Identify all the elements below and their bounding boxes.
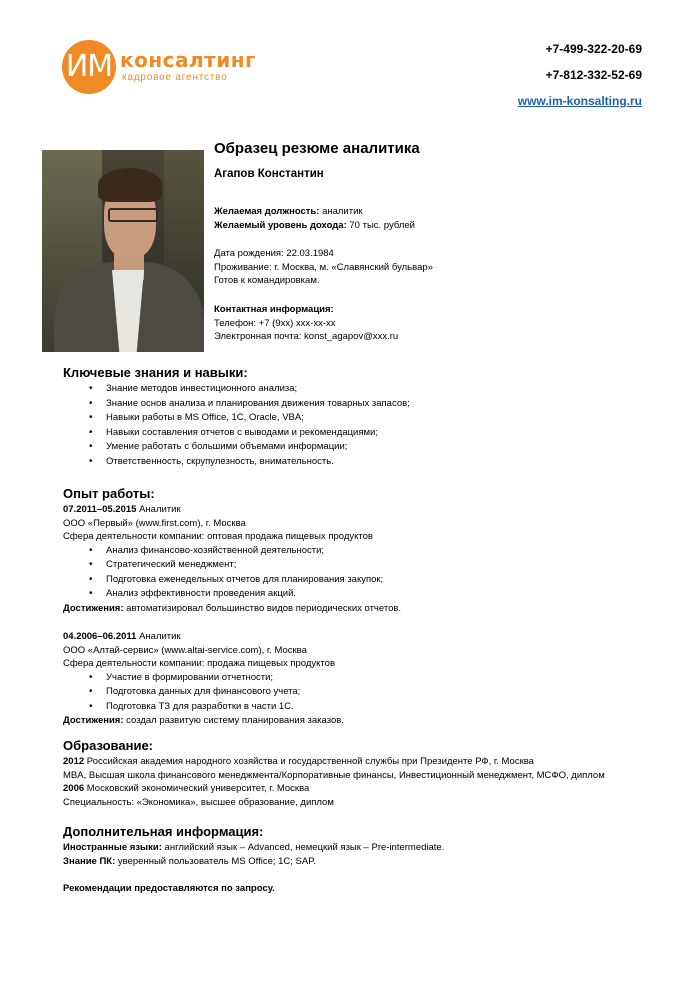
header-contacts bbox=[518, 42, 642, 120]
job-sphere: Сфера деятельности компании: продажа пищевых продуктов bbox=[63, 658, 336, 669]
job-period: 04.2006–06.2011 bbox=[63, 631, 137, 642]
edu-detail: MBA, Высшая школа финансового менеджмента/Корпоративные финансы, Инвестиционный менеджмент, МСФО, диплом bbox=[63, 769, 605, 781]
contact-info bbox=[214, 303, 398, 344]
travel-ready: Готов к командировкам. bbox=[214, 275, 320, 286]
skill-item: • Знание методов инвестиционного анализа; bbox=[89, 382, 660, 397]
duty-item: • Подготовка еженедельных отчетов для планирования закупок; bbox=[89, 573, 660, 588]
personal-details bbox=[214, 247, 433, 288]
logo-tagline: кадровое агентство bbox=[122, 72, 228, 83]
phone-spb: +7-812-332-52-69 bbox=[545, 68, 642, 82]
candidate-name: Агапов Константин bbox=[214, 168, 324, 180]
skill-item: • Навыки составления отчетов с выводами и рекомендациями; bbox=[89, 426, 660, 441]
achievement-label: Достижения: bbox=[63, 715, 124, 726]
experience-heading: Опыт работы: bbox=[63, 486, 155, 501]
duty-item: • Участие в формировании отчетности; bbox=[89, 671, 660, 686]
job-entry bbox=[63, 503, 660, 615]
duty-item: • Анализ эффективности проведения акций. bbox=[89, 587, 660, 602]
edu-institution: Московский экономический университет, г. Москва bbox=[84, 783, 310, 794]
education-heading: Образование: bbox=[63, 738, 154, 753]
birth-date: Дата рождения: 22.03.1984 bbox=[214, 248, 334, 259]
experience-section bbox=[63, 486, 660, 728]
phone-moscow: +7-499-322-20-69 bbox=[545, 42, 642, 56]
logo-name: консалтинг bbox=[120, 48, 257, 72]
job-role: Аналитик bbox=[136, 504, 181, 515]
duty-item: • Анализ финансово-хозяйственной деятельности; bbox=[89, 544, 660, 559]
edu-institution: Российская академия народного хозяйства и государственной службы при Президенте РФ, г. Москва bbox=[84, 756, 534, 767]
job-company: ООО «Алтай-сервис» (www.altai-service.com), г. Москва bbox=[63, 644, 307, 656]
edu-year: 2012 bbox=[63, 756, 85, 767]
achievement-value: создал развитую систему планирования заказов. bbox=[123, 715, 344, 726]
job-role: Аналитик bbox=[136, 631, 181, 642]
company-logo bbox=[62, 40, 257, 95]
languages-label: Иностранные языки: bbox=[63, 842, 162, 853]
job-entry bbox=[63, 630, 660, 728]
achievement-label: Достижения: bbox=[63, 602, 124, 614]
contact-phone: Телефон: +7 (9хх) ххх-хх-хх bbox=[214, 317, 336, 329]
duty-item: • Стратегический менеджмент; bbox=[89, 558, 660, 573]
duty-item: • Подготовка данных для финансового учета; bbox=[89, 685, 660, 700]
income-label: Желаемый уровень дохода: bbox=[214, 219, 347, 231]
job-sphere: Сфера деятельности компании: оптовая продажа пищевых продуктов bbox=[63, 531, 373, 542]
job-company: ООО «Первый» (www.first.com), г. Москва bbox=[63, 517, 246, 529]
skills-section bbox=[63, 365, 660, 469]
website-link[interactable]: www.im-konsalting.ru bbox=[517, 94, 642, 108]
skill-item: • Знание основ анализа и планирования движения товарных запасов; bbox=[89, 397, 660, 412]
edu-detail: Специальность: «Экономика», высшее образование, диплом bbox=[63, 796, 334, 808]
pc-skills-value: уверенный пользователь MS Office; 1С; SAP. bbox=[115, 855, 316, 867]
resume-title: Образец резюме аналитика bbox=[214, 140, 420, 157]
position-label: Желаемая должность: bbox=[214, 206, 320, 217]
skill-item: • Ответственность, скрупулезность, внимательность. bbox=[89, 455, 660, 470]
job-period: 07.2011–05.2015 bbox=[63, 504, 137, 515]
duty-item: • Подготовка ТЗ для разработки в части 1С. bbox=[89, 700, 660, 715]
achievement-value: автоматизировал большинство видов периодических отчетов. bbox=[123, 602, 402, 614]
logo-mark: ИМ bbox=[62, 40, 116, 94]
candidate-photo bbox=[42, 150, 204, 352]
languages-value: английский язык – Advanced, немецкий язык – Pre-intermediate. bbox=[161, 842, 445, 853]
skills-heading: Ключевые знания и навыки: bbox=[63, 365, 248, 380]
contact-email: Электронная почта: konst_agapov@xxx.ru bbox=[214, 331, 399, 342]
edu-year: 2006 bbox=[63, 783, 85, 794]
skill-item: • Навыки работы в MS Office, 1C, Oracle, VBA; bbox=[89, 411, 660, 426]
education-section bbox=[63, 738, 660, 809]
additional-heading: Дополнительная информация: bbox=[63, 824, 264, 839]
desired-job bbox=[214, 205, 415, 232]
contact-label: Контактная информация: bbox=[214, 304, 334, 315]
income-value: 70 тыс. рублей bbox=[346, 219, 415, 231]
skill-item: • Умение работать с большими объемами информации; bbox=[89, 440, 660, 455]
additional-section bbox=[63, 824, 660, 896]
pc-skills-label: Знание ПК: bbox=[63, 855, 116, 867]
residence: Проживание: г. Москва, м. «Славянский бульвар» bbox=[214, 261, 433, 273]
recommendations-note: Рекомендации предоставляются по запросу. bbox=[63, 883, 275, 894]
position-value: аналитик bbox=[319, 206, 363, 217]
